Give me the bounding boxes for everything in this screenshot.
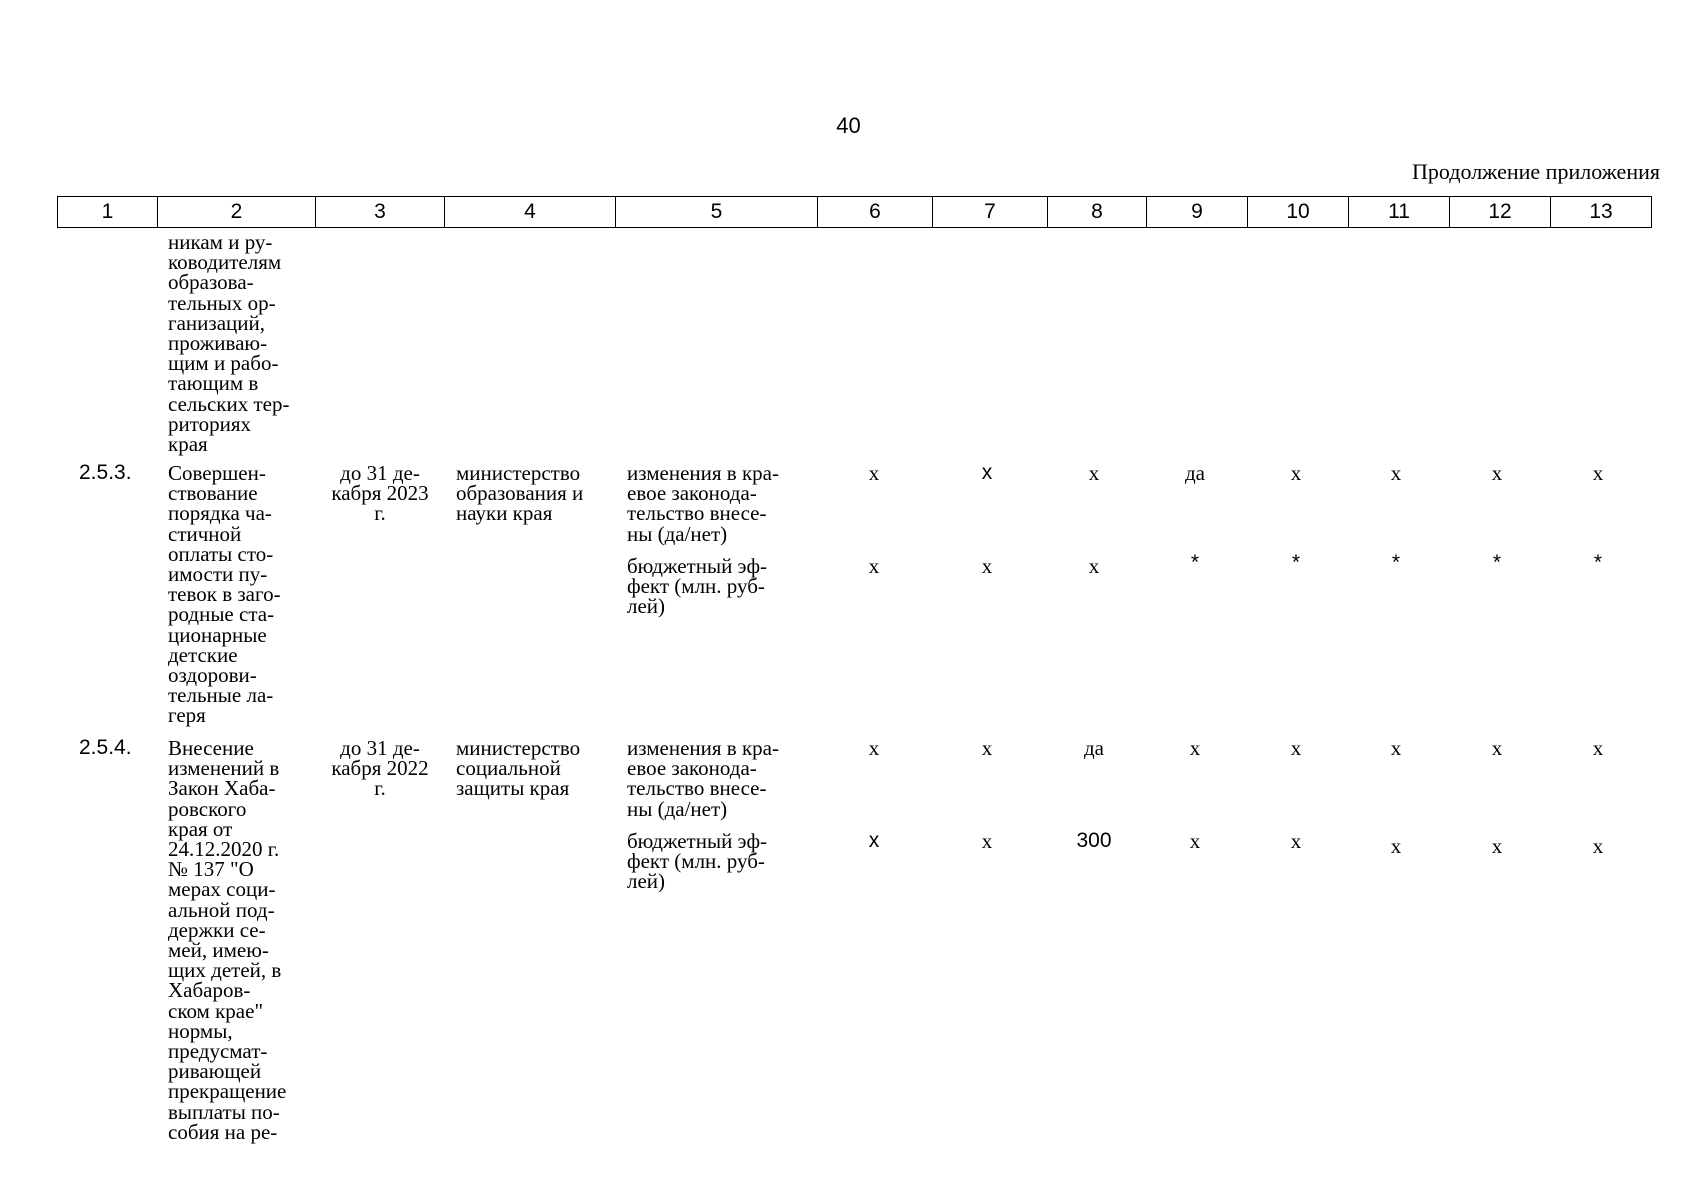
indicator-value: х — [1088, 554, 1100, 578]
column-header-4: 4 — [445, 197, 616, 228]
column-header-5: 5 — [616, 197, 818, 228]
indicator-value: х — [1491, 461, 1503, 485]
indicator-value: 300 — [1076, 829, 1112, 852]
column-header-3: 3 — [316, 197, 445, 228]
indicator-label: бюджетный эф- фект (млн. руб- лей) — [627, 829, 768, 894]
indicator-label: бюджетный эф- фект (млн. руб- лей) — [627, 554, 768, 619]
indicator-value: x — [868, 829, 880, 852]
column-header-9: 9 — [1147, 197, 1248, 228]
indicator-value: * — [1492, 551, 1502, 574]
indicator-value: х — [1491, 736, 1503, 760]
indicator-value: * — [1291, 551, 1301, 574]
column-number-header — [57, 196, 1652, 228]
indicator-label: изменения в кра- евое законода- тельство внесе- ны (да/нет) — [627, 461, 779, 546]
carryover-name-text: никам и ру- ководителям образова- тельных ор- ганизаций, проживаю- щим и рабо- тающим в сельских тер- риториях края — [168, 230, 290, 457]
indicator-value: х — [1088, 461, 1100, 485]
indicator-value: х — [1592, 834, 1604, 858]
column-header-2: 2 — [158, 197, 316, 228]
column-header-6: 6 — [818, 197, 933, 228]
indicator-value: х — [1189, 829, 1201, 853]
indicator-value: х — [868, 461, 880, 485]
row-deadline: до 31 де- кабря 2022 г. — [331, 736, 429, 801]
column-header-8: 8 — [1048, 197, 1147, 228]
indicator-value: х — [1290, 736, 1302, 760]
indicator-value: х — [981, 736, 993, 760]
column-header-1: 1 — [58, 197, 158, 228]
column-header-10: 10 — [1248, 197, 1349, 228]
indicator-value: х — [1290, 829, 1302, 853]
indicator-value: х — [981, 554, 993, 578]
row-responsible: министерство образования и науки края — [456, 461, 584, 526]
indicator-value: х — [1491, 834, 1503, 858]
indicator-value: х — [1290, 461, 1302, 485]
indicator-value: х — [1390, 834, 1402, 858]
indicator-value: * — [1391, 551, 1401, 574]
continuation-label: Продолжение приложения — [1412, 159, 1660, 184]
row-number: 2.5.4. — [79, 736, 132, 759]
indicator-value: х — [981, 829, 993, 853]
row-number: 2.5.3. — [79, 461, 132, 484]
indicator-value: х — [1592, 461, 1604, 485]
row-deadline: до 31 де- кабря 2023 г. — [331, 461, 429, 526]
indicator-value: х — [1390, 461, 1402, 485]
indicator-value: * — [1593, 551, 1603, 574]
indicator-value: x — [981, 461, 993, 484]
indicator-value: х — [1390, 736, 1402, 760]
indicator-value: х — [868, 554, 880, 578]
column-header-11: 11 — [1349, 197, 1450, 228]
indicator-value: х — [868, 736, 880, 760]
indicator-value: да — [1184, 461, 1205, 485]
indicator-label: изменения в кра- евое законода- тельство внесе- ны (да/нет) — [627, 736, 779, 821]
column-header-7: 7 — [933, 197, 1048, 228]
column-header-12: 12 — [1450, 197, 1551, 228]
indicator-value: х — [1189, 736, 1201, 760]
row-name: Внесение изменений в Закон Хаба- ровского края от 24.12.2020 г. № 137 "О мерах соци- альной под- держки се- мей, имею- щих детей, в Хабаров- ском крае" нормы, предусмат- ривающей прекращение выплаты по- собия на ре- — [168, 736, 287, 1144]
column-header-13: 13 — [1551, 197, 1652, 228]
indicator-value: * — [1190, 551, 1200, 574]
indicator-value: х — [1592, 736, 1604, 760]
page-number: 40 — [836, 113, 861, 138]
row-name: Совершен- ствование порядка ча- стичной оплаты сто- имости пу- тевок в заго- родные ста- ционарные детские оздорови- тельные ла- геря — [168, 461, 281, 728]
row-responsible: министерство социальной защиты края — [456, 736, 581, 801]
indicator-value: да — [1083, 736, 1104, 760]
